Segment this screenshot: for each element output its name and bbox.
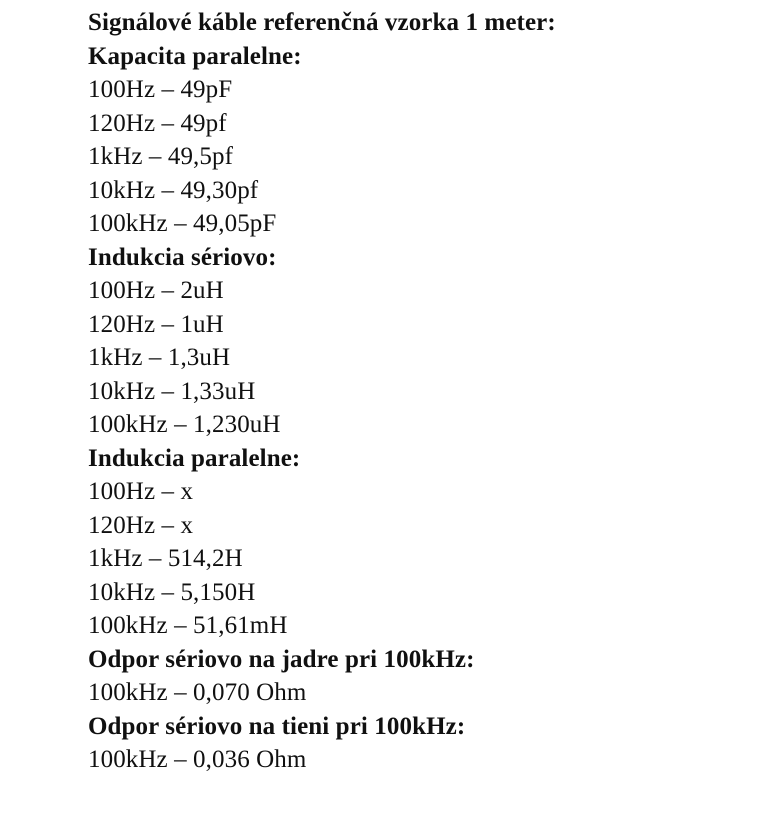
measurement-line: 1kHz – 514,2H — [88, 545, 243, 572]
measurement-line: 1kHz – 49,5pf — [88, 143, 234, 170]
measurement-line: 100kHz – 0,070 Ohm — [88, 679, 307, 706]
section-heading-kapacita-paralelne: Kapacita paralelne: — [88, 42, 302, 70]
section-heading-odpor-tienenie: Odpor sériovo na tieni pri 100kHz: — [88, 712, 466, 740]
measurement-line: 10kHz – 1,33uH — [88, 377, 256, 405]
measurement-line: 10kHz – 5,150H — [88, 578, 256, 606]
measurement-line: 100Hz – 2uH — [88, 277, 224, 304]
measurement-line: 100kHz – 49,05pF — [88, 210, 277, 237]
document-heading: Signálové káble referenčná vzorka 1 meter: — [88, 9, 556, 36]
measurement-line: 120Hz – x — [88, 511, 194, 539]
section-heading-indukcia-paralelne: Indukcia paralelne: — [88, 444, 301, 472]
section-heading-indukcia-seriovo: Indukcia sériovo: — [88, 243, 277, 271]
measurement-line: 10kHz – 49,30pf — [88, 176, 259, 204]
measurement-line: 100kHz – 1,230uH — [88, 411, 281, 438]
section-heading-odpor-jadro: Odpor sériovo na jadre pri 100kHz: — [88, 645, 475, 673]
measurement-line: 100Hz – x — [88, 478, 194, 505]
measurement-line: 1kHz – 1,3uH — [88, 344, 231, 371]
measurement-line: 120Hz – 1uH — [88, 310, 224, 338]
measurement-line: 100kHz – 51,61mH — [88, 612, 288, 639]
measurement-line: 100Hz – 49pF — [88, 76, 233, 103]
measurement-line: 120Hz – 49pf — [88, 109, 227, 137]
measurement-line: 100kHz – 0,036 Ohm — [88, 746, 307, 773]
